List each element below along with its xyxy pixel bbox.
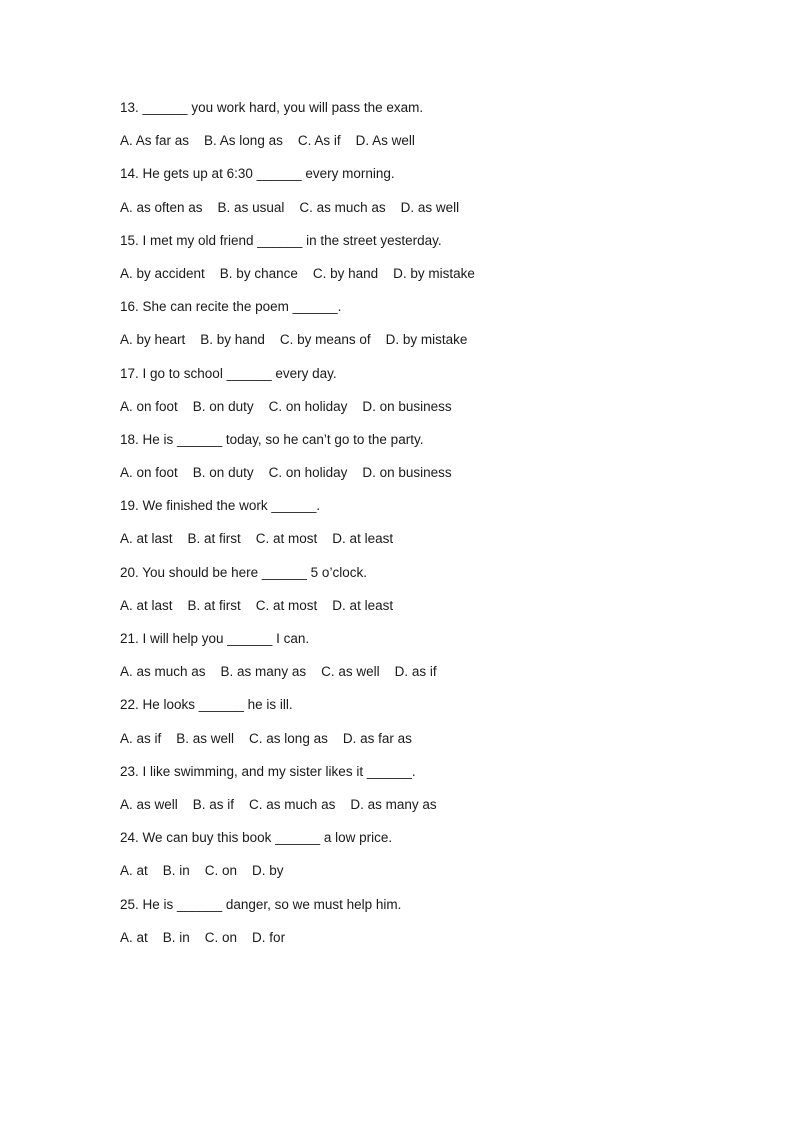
question-stem: 18. He is ______ today, so he can’t go to the party. <box>120 431 424 447</box>
question-stem: 19. We finished the work ______. <box>120 498 321 514</box>
question-stem: 24. We can buy this book ______ a low price. <box>120 830 393 846</box>
question-options: A. as well B. as if C. as much as D. as many as <box>120 796 437 812</box>
question-stem: 13. ______ you work hard, you will pass the exam. <box>120 100 424 115</box>
question-options: A. at last B. at first C. at most D. at least <box>120 597 394 613</box>
question-stem: 21. I will help you ______ I can. <box>120 631 310 646</box>
question-stem: 15. I met my old friend ______ in the street yesterday. <box>120 232 442 248</box>
question-options: A. as often as B. as usual C. as much as D. as well <box>120 199 460 215</box>
question-stem: 14. He gets up at 6:30 ______ every morning. <box>120 166 395 182</box>
question-options: A. on foot B. on duty C. on holiday D. on business <box>120 465 452 481</box>
question-stem: 17. I go to school ______ every day. <box>120 365 337 381</box>
question-stem: 22. He looks ______ he is ill. <box>120 697 293 713</box>
question-stem: 20. You should be here ______ 5 o’clock. <box>120 564 367 580</box>
question-options: A. at last B. at first C. at most D. at least <box>120 531 394 547</box>
question-options: A. on foot B. on duty C. on holiday D. on business <box>120 398 452 414</box>
question-options: A. as much as B. as many as C. as well D. as if <box>120 664 437 680</box>
question-options: A. as if B. as well C. as long as D. as far as <box>120 730 412 746</box>
question-stem: 16. She can recite the poem ______. <box>120 299 342 315</box>
question-list <box>120 98 720 961</box>
question-options: A. by heart B. by hand C. by means of D. by mistake <box>120 332 468 348</box>
question-options: A. at B. in C. on D. for <box>120 929 286 945</box>
question-stem: 23. I like swimming, and my sister likes it ______. <box>120 763 416 779</box>
question-options: A. As far as B. As long as C. As if D. As well <box>120 133 415 149</box>
question-options: A. at B. in C. on D. by <box>120 863 284 879</box>
question-stem: 25. He is ______ danger, so we must help him. <box>120 896 402 912</box>
question-options: A. by accident B. by chance C. by hand D. by mistake <box>120 265 475 281</box>
